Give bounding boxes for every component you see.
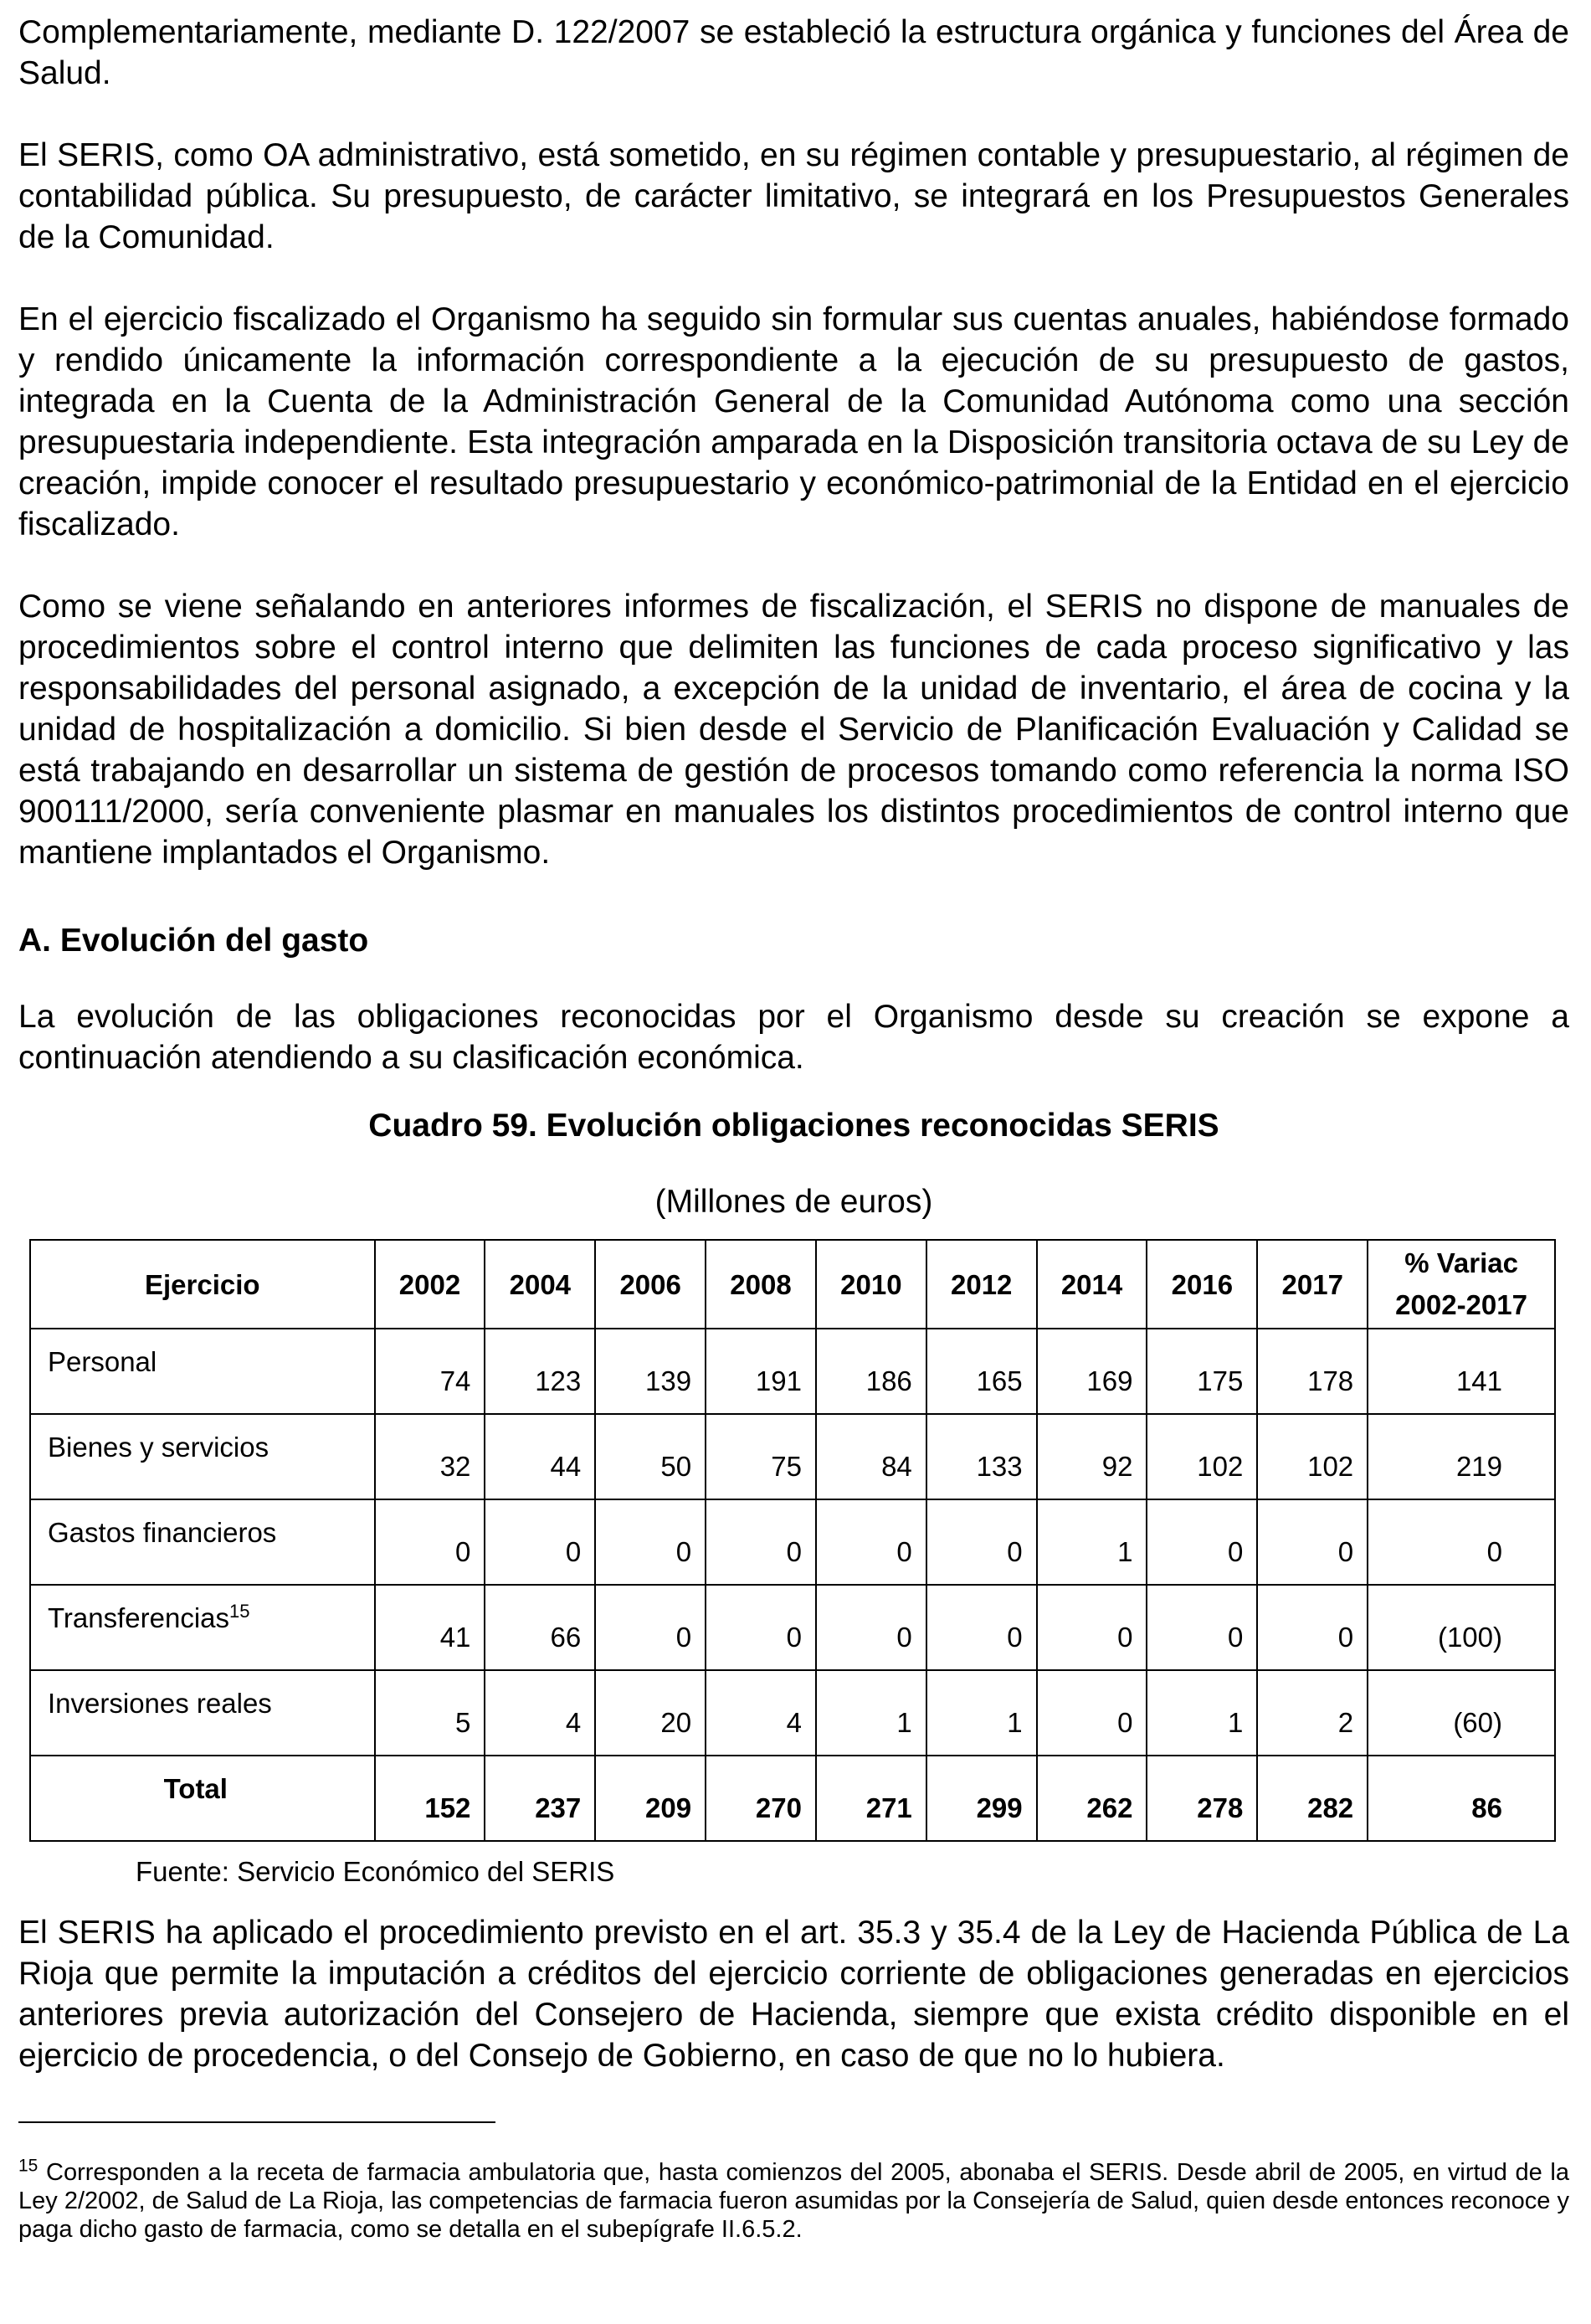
total-value-cell: 271	[816, 1756, 926, 1841]
value-cell: 139	[595, 1329, 706, 1414]
row-label	[30, 1329, 375, 1414]
value-cell: 0	[706, 1585, 816, 1670]
value-cell: 0	[1257, 1585, 1368, 1670]
table-caption: Cuadro 59. Evolución obligaciones reconocidas SERIS	[368, 1108, 1219, 1144]
value-cell: 74	[375, 1329, 485, 1414]
total-value-cell: 278	[1147, 1756, 1257, 1841]
footnote	[18, 2158, 1569, 2244]
value-cell: 5	[375, 1670, 485, 1756]
value-cell: 50	[595, 1414, 706, 1499]
value-cell: 165	[926, 1329, 1037, 1414]
total-value-cell: 270	[706, 1756, 816, 1841]
total-value-cell: 299	[926, 1756, 1037, 1841]
header-year: 2006	[595, 1240, 706, 1329]
table-header-row	[30, 1240, 1555, 1329]
value-cell: 66	[485, 1585, 595, 1670]
value-cell: 133	[926, 1414, 1037, 1499]
value-cell: 123	[485, 1329, 595, 1414]
section-heading: A. Evolución del gasto	[18, 923, 369, 959]
row-label	[30, 1414, 375, 1499]
table-row	[30, 1670, 1555, 1756]
value-cell: 41	[375, 1585, 485, 1670]
value-cell: 0	[926, 1499, 1037, 1585]
value-cell: 92	[1037, 1414, 1147, 1499]
variation-cell: 141	[1368, 1329, 1555, 1414]
paragraph-intro: La evolución de las obligaciones reconocidas por el Organismo desde su creación se expone a continuación atendiendo a su clasificación económica.	[18, 999, 1569, 1076]
table-source: Fuente: Servicio Económico del SERIS	[136, 1856, 615, 1887]
table-row	[30, 1499, 1555, 1585]
value-cell: 186	[816, 1329, 926, 1414]
total-variation-cell: 86	[1368, 1756, 1555, 1841]
table-row	[30, 1585, 1555, 1670]
table-units: (Millones de euros)	[654, 1184, 933, 1220]
footnote-text: Corresponden a la receta de farmacia ambulatoria que, hasta comienzos del 2005, abonaba el SERIS. Desde abril de 2005, en virtud de la Ley 2/2002, de Salud de La Rioja, las competencias de farmacia fueron asumidas por la Consejería de Salud, quien desde entonces reconoce y paga dicho gasto de farmacia, como se detalla en el subepígrafe II.6.5.2.	[18, 2159, 1569, 2243]
value-cell: 0	[706, 1499, 816, 1585]
value-cell: 191	[706, 1329, 816, 1414]
value-cell: 178	[1257, 1329, 1368, 1414]
paragraph-closing: El SERIS ha aplicado el procedimiento previsto en el art. 35.3 y 35.4 de la Ley de Hacienda Pública de La Rioja que permite la imputación a créditos del ejercicio corriente de obligaciones generadas en ejercicios anteriores previa autorización del Consejero de Hacienda, siempre que exista crédito disponible en el ejercicio de procedencia, o del Consejo de Gobierno, en caso de que no lo hubiera.	[18, 1915, 1569, 2074]
value-cell: 20	[595, 1670, 706, 1756]
total-label: Total	[30, 1756, 375, 1841]
value-cell: 2	[1257, 1670, 1368, 1756]
header-variation-line1: % Variac	[1404, 1247, 1518, 1278]
footnote-number: 15	[18, 2156, 38, 2176]
value-cell: 1	[816, 1670, 926, 1756]
value-cell: 102	[1257, 1414, 1368, 1499]
value-cell: 0	[1147, 1499, 1257, 1585]
header-variation-line2: 2002-2017	[1395, 1289, 1527, 1320]
variation-cell: (60)	[1368, 1670, 1555, 1756]
value-cell: 1	[1037, 1499, 1147, 1585]
value-cell: 0	[1037, 1670, 1147, 1756]
value-cell: 102	[1147, 1414, 1257, 1499]
paragraph-accounting-regime: El SERIS, como OA administrativo, está sometido, en su régimen contable y presupuestario, al régimen de contabilidad pública. Su presupuesto, de carácter limitativo, se integrará en los Presupuestos Generales de la Comunidad.	[18, 137, 1569, 255]
value-cell: 44	[485, 1414, 595, 1499]
paragraph-structure: Complementariamente, mediante D. 122/2007 se estableció la estructura orgánica y funciones del Área de Salud.	[18, 14, 1569, 91]
value-cell: 4	[706, 1670, 816, 1756]
value-cell: 0	[816, 1585, 926, 1670]
row-label-text: Inversiones reales	[48, 1688, 272, 1719]
header-year: 2004	[485, 1240, 595, 1329]
header-ejercicio: Ejercicio	[30, 1240, 375, 1329]
value-cell: 175	[1147, 1329, 1257, 1414]
value-cell: 4	[485, 1670, 595, 1756]
value-cell: 84	[816, 1414, 926, 1499]
row-label	[30, 1499, 375, 1585]
value-cell: 32	[375, 1414, 485, 1499]
row-label	[30, 1585, 375, 1670]
header-year: 2010	[816, 1240, 926, 1329]
header-year: 2017	[1257, 1240, 1368, 1329]
value-cell: 0	[926, 1585, 1037, 1670]
variation-cell: 0	[1368, 1499, 1555, 1585]
value-cell: 0	[1257, 1499, 1368, 1585]
total-value-cell: 262	[1037, 1756, 1147, 1841]
value-cell: 0	[816, 1499, 926, 1585]
header-year: 2014	[1037, 1240, 1147, 1329]
header-year: 2008	[706, 1240, 816, 1329]
footnote-ref: 15	[229, 1601, 250, 1622]
expenditure-table	[29, 1239, 1556, 1842]
value-cell: 0	[1147, 1585, 1257, 1670]
total-value-cell: 209	[595, 1756, 706, 1841]
value-cell: 1	[1147, 1670, 1257, 1756]
value-cell: 75	[706, 1414, 816, 1499]
table-row	[30, 1414, 1555, 1499]
table-total-row	[30, 1756, 1555, 1841]
total-value-cell: 152	[375, 1756, 485, 1841]
variation-cell: 219	[1368, 1414, 1555, 1499]
header-year: 2016	[1147, 1240, 1257, 1329]
row-label-text: Transferencias	[48, 1602, 230, 1633]
value-cell: 0	[485, 1499, 595, 1585]
row-label	[30, 1670, 375, 1756]
table-row	[30, 1329, 1555, 1414]
total-value-cell: 237	[485, 1756, 595, 1841]
header-year: 2002	[375, 1240, 485, 1329]
row-label-text: Bienes y servicios	[48, 1432, 269, 1463]
row-label-text: Gastos financieros	[48, 1517, 277, 1548]
value-cell: 0	[1037, 1585, 1147, 1670]
header-variation	[1368, 1240, 1555, 1329]
header-year: 2012	[926, 1240, 1037, 1329]
value-cell: 0	[595, 1585, 706, 1670]
paragraph-annual-accounts: En el ejercicio fiscalizado el Organismo ha seguido sin formular sus cuentas anuales, habiéndose formado y rendido únicamente la información correspondiente a la ejecución de su presupuesto de gastos, integrada en la Cuenta de la Administración General de la Comunidad Autónoma como una sección presupuestaria independiente. Esta integración amparada en la Disposición transitoria octava de su Ley de creación, impide conocer el resultado presupuestario y económico-patrimonial de la Entidad en el ejercicio fiscalizado.	[18, 301, 1569, 542]
value-cell: 0	[595, 1499, 706, 1585]
row-label-text: Personal	[48, 1346, 157, 1377]
value-cell: 169	[1037, 1329, 1147, 1414]
total-value-cell: 282	[1257, 1756, 1368, 1841]
variation-cell: (100)	[1368, 1585, 1555, 1670]
value-cell: 0	[375, 1499, 485, 1585]
paragraph-internal-control: Como se viene señalando en anteriores informes de fiscalización, el SERIS no dispone de manuales de procedimientos sobre el control interno que delimiten las funciones de cada proceso significativo y las responsabilidades del personal asignado, a excepción de la unidad de inventario, el área de cocina y la unidad de hospitalización a domicilio. Si bien desde el Servicio de Planificación Evaluación y Calidad se está trabajando en desarrollar un sistema de gestión de procesos tomando como referencia la norma ISO 900111/2000, sería conveniente plasmar en manuales los distintos procedimientos de control interno que mantiene implantados el Organismo.	[18, 589, 1569, 871]
value-cell: 1	[926, 1670, 1037, 1756]
